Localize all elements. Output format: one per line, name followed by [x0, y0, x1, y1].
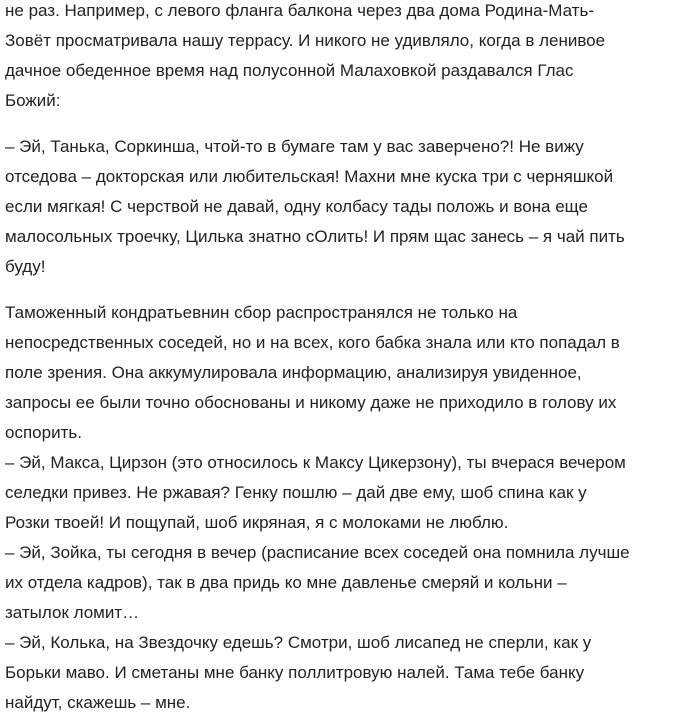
- text-line: не раз. Например, с левого фланга балкона через два дома Родина-Мать-: [5, 1, 594, 20]
- paragraph-3: [5, 298, 697, 718]
- text-line: запросы ее были точно обоснованы и никому даже не приходило в голову их: [5, 393, 617, 412]
- text-line: найдут, скажешь – мне.: [5, 693, 191, 712]
- text-line: – Эй, Зойка, ты сегодня в вечер (расписание всех соседей она помнила лучше: [5, 543, 630, 562]
- text-line: Божий:: [5, 91, 61, 110]
- text-line: Розки твоей! И пощупай, шоб икряная, я с молоками не люблю.: [5, 513, 509, 532]
- text-line: непосредственных соседей, но и на всех, кого бабка знала или кто попадал в: [5, 333, 620, 352]
- text-line: если мягкая! С черствой не давай, одну колбасу тады положь и вона еще: [5, 197, 588, 216]
- text-line: Таможенный кондратьевнин сбор распространялся не только на: [5, 303, 518, 322]
- text-line: дачное обеденное время над полусонной Малаховкой раздавался Глас: [5, 61, 574, 80]
- text-line: малосольных троечку, Цилька знатно сОлить! И прям щас занесь – я чай пить: [5, 227, 625, 246]
- text-line: селедки привез. Не ржавая? Генку пошлю – дай две ему, шоб спина как у: [5, 483, 587, 502]
- text-line: Борьки маво. И сметаны мне банку поллитровую налей. Тама тебе банку: [5, 663, 585, 682]
- text-line: – Эй, Колька, на Звездочку едешь? Смотри, шоб лисапед не сперли, как у: [5, 633, 592, 652]
- text-line: – Эй, Макса, Цирзон (это относилось к Максу Цикерзону), ты вчерася вечером: [5, 453, 626, 472]
- text-line: их отдела кадров), так в два придь ко мне давленье смеряй и кольни –: [5, 573, 567, 592]
- paragraph-2: [5, 132, 697, 282]
- text-line: отседова – докторская или любительская! Махни мне куска три с черняшкой: [5, 167, 614, 186]
- text-line: затылок ломит…: [5, 603, 140, 622]
- text-line: Зовёт просматривала нашу террасу. И никого не удивляло, когда в ленивое: [5, 31, 606, 50]
- text-line: поле зрения. Она аккумулировала информацию, анализируя увиденное,: [5, 363, 582, 382]
- text-line: оспорить.: [5, 423, 82, 442]
- text-line: буду!: [5, 257, 46, 276]
- text-line: – Эй, Танька, Соркинша, чтой-то в бумаге там у вас заверчено?! Не вижу: [5, 137, 584, 156]
- paragraph-1: [5, 0, 697, 116]
- article-text: [5, 0, 697, 718]
